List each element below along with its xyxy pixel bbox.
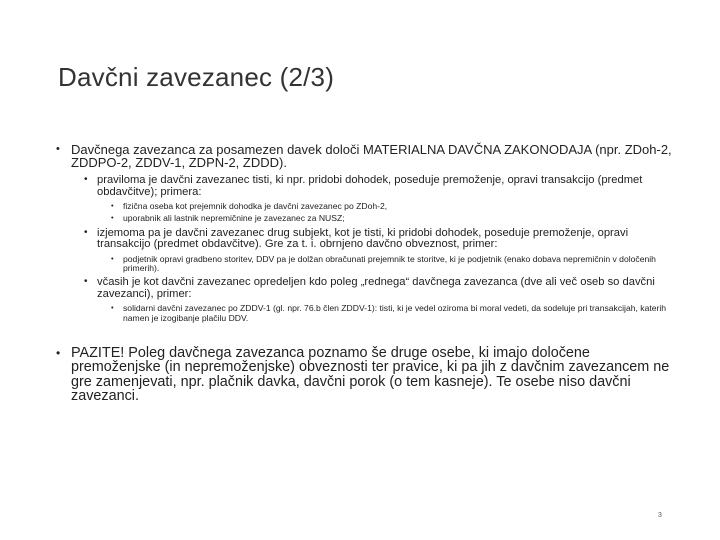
slide-body [56, 143, 676, 404]
bullet-text: podjetnik opravi gradbeno storitev, DDV pa je dolžan obračunati prejemnik te storitve, ki je podjetnik (enako dobava nepremičnin v določenih primerih). [123, 253, 656, 273]
bullet-text: izjemoma pa je davčni zavezanec drug subjekt, kot je tisti, ki pridobi dohodek, poseduje premoženje, opravi transakcijo (predmet obdavčitve). Gre za t. i. obrnjeno davčno obveznost, primer: [97, 226, 629, 251]
bullet-icon: • [111, 213, 114, 223]
bullet-icon: • [84, 174, 88, 185]
page-number: 3 [658, 512, 662, 519]
bullet-icon: • [111, 303, 114, 313]
bullet-level3 [111, 304, 676, 322]
bullet-icon: • [84, 226, 88, 238]
bullet-icon: • [84, 276, 88, 288]
bullet-text: solidarni davčni zavezanec po ZDDV-1 (gl. npr. 76.b člen ZDDV-1): tisti, ki je vedel oziroma bi moral vedeti, da sodeluje pri transakcijah, katerih namen je izogibanje plačilu DDV. [123, 303, 667, 323]
bullet-level2 [84, 175, 676, 198]
bullet-text: PAZITE! Poleg davčnega zavezanca poznamo še druge osebe, ki imajo določene premoženjske (in nepremoženjske) obveznosti ter pravice, ki pa jih z davčnim zavezancem ne gre zamenjevati, npr. plačnik davka, davčni porok (o tem kasneje). Te osebe niso davčni zavezanci. [71, 344, 670, 405]
bullet-level1 [56, 346, 676, 404]
bullet-text: praviloma je davčni zavezanec tisti, ki npr. pridobi dohodek, poseduje premoženje, opravi transakcijo (predmet obdavčitve); primera: [97, 174, 643, 198]
bullet-level3 [111, 214, 676, 223]
bullet-icon: • [111, 253, 114, 263]
bullet-icon: • [111, 201, 114, 211]
bullet-level2 [84, 228, 676, 251]
bullet-text: uporabnik ali lastnik nepremičnine je zavezanec za NUSZ; [123, 213, 345, 224]
bullet-level3 [111, 202, 676, 211]
bullet-text: včasih je kot davčni zavezanec opredeljen kdo poleg „rednega“ davčnega zavezanca (dve ali več oseb so davčni zavezanci), primer: [97, 276, 655, 300]
slide-title: Davčni zavezanec (2/3) [58, 62, 335, 92]
bullet-icon: • [56, 345, 61, 360]
bullet-level2 [84, 277, 676, 300]
bullet-text: fizična oseba kot prejemnik dohodka je davčni zavezanec po ZDoh-2, [123, 201, 388, 212]
bullet-level1 [56, 143, 676, 169]
bullet-text: Davčnega zavezanca za posamezen davek določi MATERIALNA DAVČNA ZAKONODAJA (npr. ZDoh-2, ZDDPO-2, ZDDV-1, ZDPN-2, ZDDD). [71, 142, 672, 170]
bullet-icon: • [56, 143, 60, 155]
bullet-level3 [111, 255, 676, 273]
